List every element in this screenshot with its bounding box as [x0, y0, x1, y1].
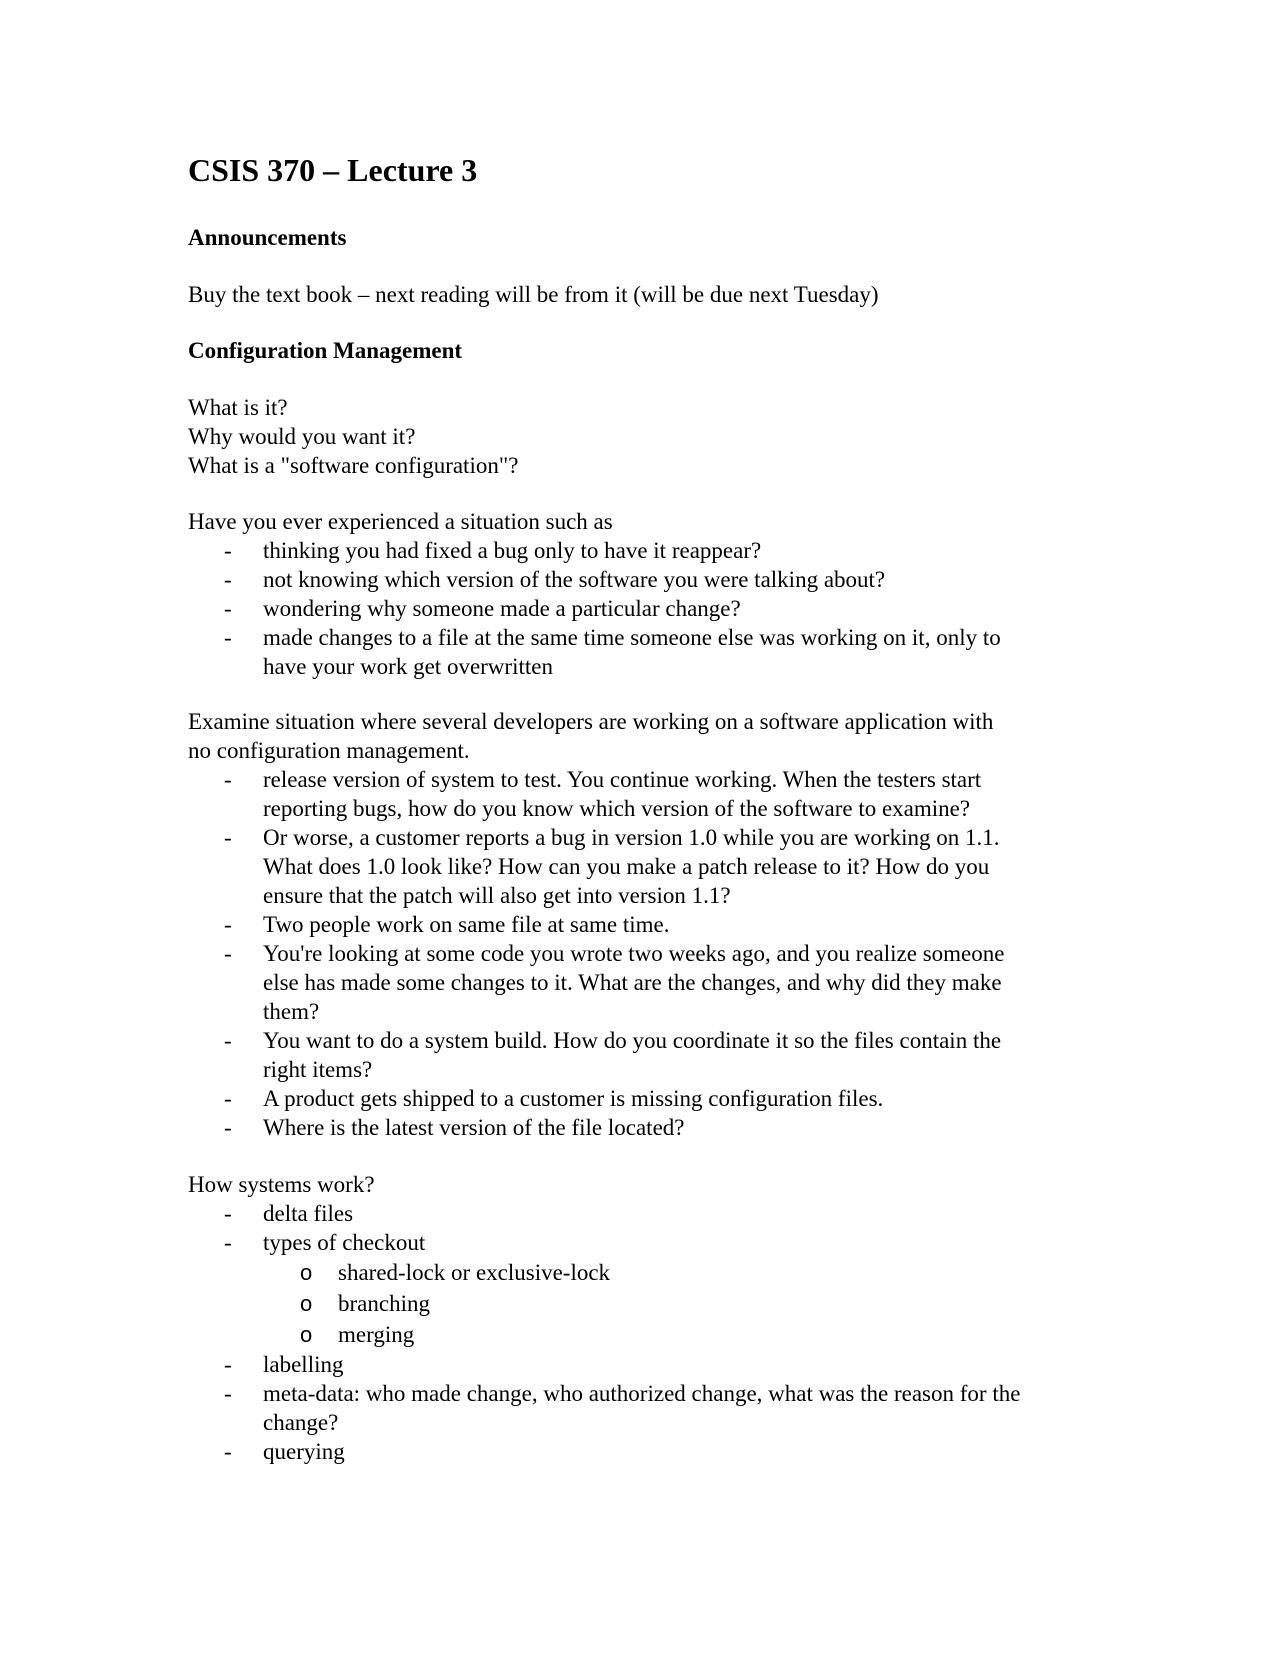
- list-item-line: What does 1.0 look like? How can you make a patch release to it? How do you: [263, 854, 990, 879]
- dash-marker: -: [224, 825, 232, 850]
- list-item: [188, 1350, 1088, 1379]
- list-item-line: Or worse, a customer reports a bug in version 1.0 while you are working on 1.1.: [263, 825, 1000, 850]
- config-question: What is a "software configuration"?: [188, 453, 519, 478]
- list-item-line: not knowing which version of the software you were talking about?: [263, 567, 886, 592]
- list-item: [188, 1199, 1088, 1228]
- config-question: Why would you want it?: [188, 424, 416, 449]
- list-item: [188, 594, 1088, 623]
- examine-intro-line: no configuration management.: [188, 738, 470, 763]
- list-item: [188, 623, 1088, 681]
- dash-marker: -: [224, 567, 232, 592]
- list-item: [188, 910, 1088, 939]
- announcements-heading: Announcements: [188, 225, 347, 250]
- list-item: [188, 823, 1088, 910]
- dash-marker: -: [224, 1115, 232, 1140]
- config-question: What is it?: [188, 395, 288, 420]
- dash-marker: -: [224, 1381, 232, 1406]
- page-title: CSIS 370 – Lecture 3: [188, 152, 478, 188]
- dash-marker: -: [224, 625, 232, 650]
- list-item-line: right items?: [263, 1057, 373, 1082]
- experienced-list: [188, 536, 1088, 681]
- list-item-line: labelling: [263, 1352, 344, 1377]
- experienced-section: [188, 507, 1088, 681]
- list-item-line: You're looking at some code you wrote two weeks ago, and you realize someone: [263, 941, 1005, 966]
- list-item-line: Two people work on same file at same time.: [263, 912, 670, 937]
- experienced-intro: Have you ever experienced a situation such as: [188, 509, 613, 534]
- dash-marker: -: [224, 912, 232, 937]
- sub-list-item: [263, 1288, 1088, 1319]
- sub-list-item: [263, 1257, 1088, 1288]
- list-item: [188, 765, 1088, 823]
- list-item-line: Where is the latest version of the file located?: [263, 1115, 685, 1140]
- list-item: [188, 565, 1088, 594]
- systems-intro: How systems work?: [188, 1172, 375, 1197]
- examine-section: [188, 707, 1088, 1142]
- announcements-text: Buy the text book – next reading will be from it (will be due next Tuesday): [188, 282, 879, 307]
- sub-list-item: [263, 1319, 1088, 1350]
- list-item-line: types of checkout: [263, 1230, 426, 1255]
- checkout-sublist: [263, 1257, 1088, 1350]
- list-item: [188, 1084, 1088, 1113]
- list-item-line: release version of system to test. You continue working. When the testers start: [263, 767, 982, 792]
- list-item-line: change?: [263, 1410, 339, 1435]
- list-item: [188, 1228, 1088, 1350]
- examine-intro-line: Examine situation where several developers are working on a software application with: [188, 709, 994, 734]
- list-item-line: ensure that the patch will also get into version 1.1?: [263, 883, 731, 908]
- list-item: [188, 1026, 1088, 1084]
- list-item-line: A product gets shipped to a customer is missing configuration files.: [263, 1086, 884, 1111]
- dash-marker: -: [224, 767, 232, 792]
- list-item-line: thinking you had fixed a bug only to have it reappear?: [263, 538, 762, 563]
- list-item-line: made changes to a file at the same time someone else was working on it, only to: [263, 625, 1001, 650]
- list-item: [188, 1113, 1088, 1142]
- list-item-line: meta-data: who made change, who authorized change, what was the reason for the: [263, 1381, 1021, 1406]
- list-item-line: them?: [263, 999, 320, 1024]
- sub-list-item-text: branching: [338, 1291, 430, 1316]
- circle-bullet-icon: o: [300, 1291, 313, 1316]
- list-item-line: You want to do a system build. How do you coordinate it so the files contain the: [263, 1028, 1002, 1053]
- circle-bullet-icon: o: [300, 1260, 313, 1285]
- dash-marker: -: [224, 1230, 232, 1255]
- circle-bullet-icon: o: [300, 1322, 313, 1347]
- config-questions: [188, 393, 1088, 480]
- systems-list: [188, 1199, 1088, 1466]
- dash-marker: -: [224, 1352, 232, 1377]
- list-item: [188, 1379, 1088, 1437]
- list-item-line: reporting bugs, how do you know which version of the software to examine?: [263, 796, 971, 821]
- examine-list: [188, 765, 1088, 1142]
- systems-section: [188, 1170, 1088, 1466]
- list-item-line: have your work get overwritten: [263, 654, 553, 679]
- list-item-line: delta files: [263, 1201, 354, 1226]
- dash-marker: -: [224, 1028, 232, 1053]
- list-item: [188, 536, 1088, 565]
- sub-list-item-text: merging: [338, 1322, 415, 1347]
- list-item: [188, 1437, 1088, 1466]
- dash-marker: -: [224, 596, 232, 621]
- dash-marker: -: [224, 538, 232, 563]
- config-heading: Configuration Management: [188, 338, 463, 363]
- list-item: [188, 939, 1088, 1026]
- sub-list-item-text: shared-lock or exclusive-lock: [338, 1260, 611, 1285]
- dash-marker: -: [224, 1439, 232, 1464]
- list-item-line: else has made some changes to it. What are the changes, and why did they make: [263, 970, 1002, 995]
- list-item-line: querying: [263, 1439, 345, 1464]
- list-item-line: wondering why someone made a particular change?: [263, 596, 741, 621]
- dash-marker: -: [224, 941, 232, 966]
- dash-marker: -: [224, 1201, 232, 1226]
- dash-marker: -: [224, 1086, 232, 1111]
